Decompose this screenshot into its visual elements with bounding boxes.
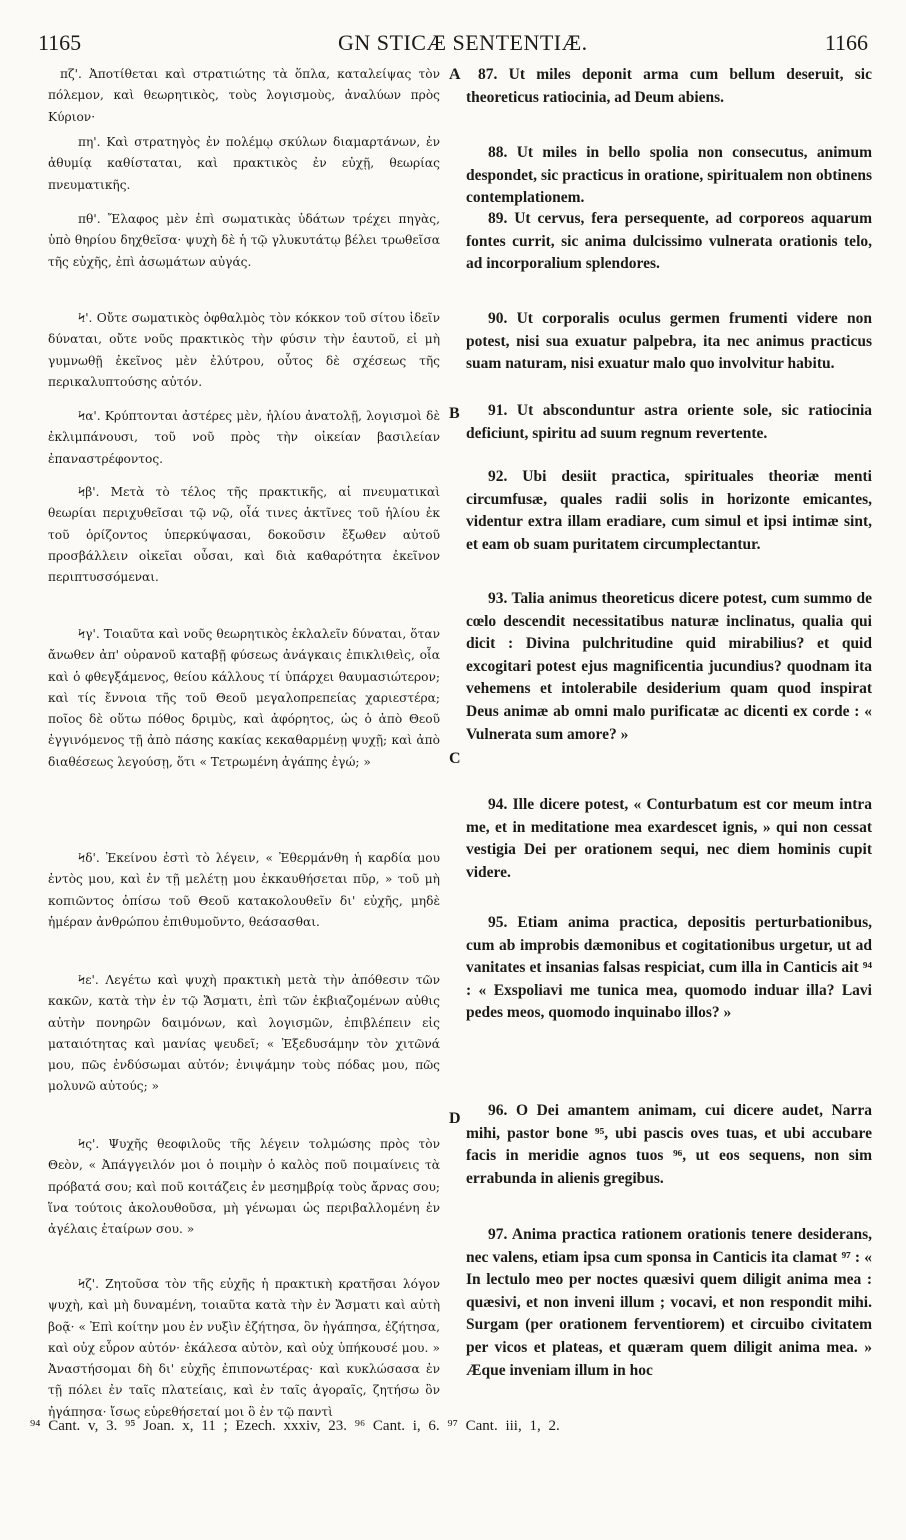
latin-paragraph-92: 92. Ubi desiit practica, spirituales theoriæ menti circumfusæ, quales radii solis in horizonte emicantes, videntur extra illam eradiare, cum simul et ipsi intimæ sint, et eam ob suam puritatem circumplectantur.: [466, 468, 872, 553]
latin-paragraph-91: 91. Ut absconduntur astra oriente sole, sic ratiocinia deficiunt, spiritu ad suum regnum revertente.: [466, 402, 872, 442]
greek-paragraph-89: πθ'. Ἔλαφος μὲν ἐπὶ σωματικὰς ὑδάτων τρέχει πηγὰς, ὑπὸ θηρίου δηχθεῖσα· ψυχὴ δὲ ἡ τῷ γλυκυτάτῳ βέλει τρωθεῖσα τῆς εὐχῆς, ἐπὶ ἀσωμάτων αὐγάς.: [48, 212, 440, 269]
latin-paragraph-94: 94. Ille dicere potest, « Conturbatum est cor meum intra me, et in meditatione mea exardescet ignis, » qui non cessat vestigia Dei per orationem sequi, nec diem hominis cupit videre.: [466, 796, 872, 881]
greek-paragraph-95: Ϟε'. Λεγέτω καὶ ψυχὴ πρακτικὴ μετὰ τὴν ἀπόθεσιν τῶν κακῶν, κατὰ τὴν ἐν τῷ Ἄσματι, ἐπὶ τῶν ἐκβιαζομένων αὐθις αὐτὴν πονηρῶν δαιμόνων, καὶ λογισμῶν, ἐπιβλέπειν εἰς ματαιότητας καὶ μανίας ψευδεῖ; « Ἐξεδυσάμην τὸν χιτῶνά μου, πῶς ἐνδύσωμαι αὐτόν; ἐνιψάμην τοὺς πόδας μου, πῶς μολυνῶ αὐτούς; »: [48, 973, 440, 1094]
greek-paragraph-94: Ϟδ'. Ἐκείνου ἐστὶ τὸ λέγειν, « Ἐθερμάνθη ἡ καρδία μου ἐντὸς μου, καὶ ἐν τῇ μελέτῃ μου ἐκκαυθήσεται πῦρ, » τοῦ μὴ κοπιῶντος ὀπίσω τοῦ Θεοῦ κατακολουθεῖν δι' εὐχῆς, μηδὲ ἡμέραν ἀνθρώπου ἐπιθυμοῦντο, θεάσασθαι.: [48, 851, 440, 929]
latin-paragraph-97: 97. Anima practica rationem orationis tenere desiderans, nec valens, etiam ipsa cum sponsa in Canticis ita clamat ⁹⁷ : « In lectulo meo per noctes quæsivi quem diligit anima mea : quæsivi, et non inveni illum ; vocavi, et non respondit mihi. Surgam (per orationem ferventiorem) et circuibo civitatem per vicos et plateas, et quæram quem diligit anima mea. » Æque inveniam illum in hoc: [466, 1226, 872, 1379]
latin-paragraph-95: 95. Etiam anima practica, depositis perturbationibus, cum ab improbis dæmonibus et cogitationibus urgetur, ut ad vanitates et insanias falsas respiciat, cum illa in Canticis ait ⁹⁴ : « Exspoliavi me tunica mea, quomodo induar illa? Lavi pedes meos, quomodo inquinabo illos? »: [466, 914, 872, 1022]
greek-paragraph-88: πη'. Καὶ στρατηγὸς ἐν πολέμῳ σκύλων διαμαρτάνων, ἐν ἀθυμίᾳ καθίσταται, καὶ πρακτικὸς ἐν εὐχῇ, θεωρίας πνευματικῆς.: [48, 135, 440, 192]
latin-paragraph-96: 96. O Dei amantem animam, cui dicere audet, Narra mihi, pastor bone ⁹⁵, ubi pascis oves tuas, et ubi accubare facis in meridie agnos tuos ⁹⁶, ut eos sequens, non sim errabunda in alienis gregibus.: [466, 1102, 872, 1187]
margin-letter-a: A: [449, 66, 461, 83]
latin-paragraph-88: 88. Ut miles in bello spolia non consecutus, animum despondet, sic practicus in oratione, spiritualem non obtinens contemplationem.: [466, 144, 872, 207]
greek-paragraph-93: Ϟγ'. Τοιαῦτα καὶ νοῦς θεωρητικὸς ἐκλαλεῖν δύναται, ὅταν ἄνωθεν ἀπ' οὐρανοῦ καταβῇ φύσεως ἀνάγκαις ἐπικλιθεὶς, οἷα καὶ ὁ φθεγξάμενος, θείου κάλλους τί ὑπάρχει θαυμασιώτερον; καὶ τίς ἔννοια τῆς τοῦ Θεοῦ μεγαλοπρεπείας χαριεστέρα; ποῖος δὲ οὕτω πόθος δριμὺς, καὶ ἀφόρητος, ὡς ὁ ἀπὸ Θεοῦ ἐγγινόμενος τῇ ἀπὸ πάσης κακίας κεκαθαρμένῃ ψυχῇ; καὶ ἀπὸ διαθέσεως λεγούσῃ, ὅτι « Τετρωμένη ἀγάπης ἐγώ; »: [48, 627, 440, 769]
latin-paragraph-87: 87. Ut miles deponit arma cum bellum deseruit, sic theoreticus ratiocinia, ad Deum abiens.: [466, 66, 872, 106]
greek-paragraph-91: Ϟα'. Κρύπτονται ἀστέρες μὲν, ἡλίου ἀνατολῇ, λογισμοὶ δὲ ἐκλιμπάνουσι, τοῦ νοῦ πρὸς τὴν οἰκείαν βασιλείαν ἐπαναστρέφοντος.: [48, 409, 440, 466]
greek-paragraph-87: πζ'. Ἀποτίθεται καὶ στρατιώτης τὰ ὅπλα, καταλείψας τὸν πόλεμον, καὶ θεωρητικὸς, τοὺς λογισμοὺς, ἀναλύων πρὸς Κύριον·: [48, 67, 440, 124]
greek-paragraph-96: Ϟς'. Ψυχῆς θεοφιλοῦς τῆς λέγειν τολμώσης πρὸς τὸν Θεὸν, « Ἀπάγγειλόν μοι ὁ ποιμὴν ὁ καλὸς ποῦ ποιμαίνεις τὰ πρόβατά σου; καὶ ποῦ κοιτάζεις ἐν μεσημβρίᾳ τοὺς ἄρνας σου; ἵνα τούτοις ἀκολουθοῦσα, μὴ γένωμαι ὡς περιβαλλομένη ἐν ἀγέλαις ἑταίρων σου. »: [48, 1137, 440, 1237]
margin-letter-d: D: [449, 1110, 461, 1127]
greek-paragraph-92: Ϟβ'. Μετὰ τὸ τέλος τῆς πρακτικῆς, αἱ πνευματικαὶ θεωρίαι περιχυθεῖσαι τῷ νῷ, οἷά τινες ἀκτῖνες τοῦ ἡλίου ἐκ τοῦ ὁρίζοντος ὑπερκύψασαι, δοκοῦσιν ἔξωθεν αὐτοῦ προσβάλλειν οἰκεῖαι οὖσαι, καὶ διὰ καθαρότητα ἐκεῖνον περιπτυσσόμεναι.: [48, 485, 440, 585]
margin-letter-c: C: [449, 750, 461, 767]
page-number-right: 1166: [824, 30, 868, 55]
greek-paragraph-97: Ϟζ'. Ζητοῦσα τὸν τῆς εὐχῆς ἡ πρακτικὴ κρατῆσαι λόγον ψυχὴ, καὶ μὴ δυναμένη, τοιαῦτα κατὰ τὴν ἐν Ἄσματι καὶ αὐτὴ βοᾷ· « Ἐπὶ κοίτην μου ἐν νυξὶν ἐζήτησα, ὃν ἠγάπησα, ἐζήτησα, καὶ οὐχ εὗρον αὐτόν· ἐκάλεσα αὐτὸν, καὶ οὐχ ὑπήκουσέ μου. » Ἀναστήσομαι δὴ δι' εὐχῆς ἐπιπονωτέρας· καὶ κυκλώσασα ἐν τῇ πόλει ἐν ταῖς πλατείαις, καὶ ἐν ταῖς ἀγοραῖς, ζητήσω ὃν ἠγάπησα· ἴσως εὑρεθήσεταί μοι ὃ ἐν τῷ παντὶ: [48, 1277, 440, 1419]
latin-paragraph-93: 93. Talia animus theoreticus dicere potest, cum summo de cœlo descendit necessitatibus naturæ inclinatus, qualia qui dicit : Divina pulchritudine quid mirabilius? et quid excogitari potest ejus magnificentia jucundius? quodnam ita vehemens et intolerabile desiderium quam quod inspirat Deus animæ ab omni malo purificatæ ac dicenti ex corde : « Vulnerata sum amore? »: [466, 590, 872, 743]
latin-paragraph-89: 89. Ut cervus, fera persequente, ad corporeos aquarum fontes currit, sic anima dulcissimo vulnerata orationis telo, ad incorporalium splendores.: [466, 210, 872, 273]
latin-paragraph-90: 90. Ut corporalis oculus germen frumenti videre non potest, nisi sua exuatur palpebra, ita nec animus practicus suam naturam, nisi exuatur malo quo involvitur habitu.: [466, 310, 872, 373]
page-header: [38, 30, 868, 60]
running-title: GN STICÆ SENTENTIÆ.: [338, 30, 588, 55]
footnotes: ⁹⁴ Cant. v, 3. ⁹⁵ Joan. x, 11 ; Ezech. xxxiv, 23. ⁹⁶ Cant. i, 6. ⁹⁷ Cant. iii, 1, 2.: [30, 1418, 560, 1434]
page-number-left: 1165: [38, 30, 82, 55]
greek-paragraph-90: Ϟ'. Οὔτε σωματικὸς ὀφθαλμὸς τὸν κόκκον τοῦ σίτου ἰδεῖν δύναται, οὔτε νοῦς πρακτικὸς τὴν φύσιν τὴν ἑαυτοῦ, εἰ μὴ γυμνωθῇ ἐκεῖνος μὲν ἐλύτρου, οὗτος δὲ σχέσεως τῆς περικαλυπτούσης αὐτόν.: [48, 311, 440, 389]
margin-letter-b: B: [449, 405, 460, 422]
